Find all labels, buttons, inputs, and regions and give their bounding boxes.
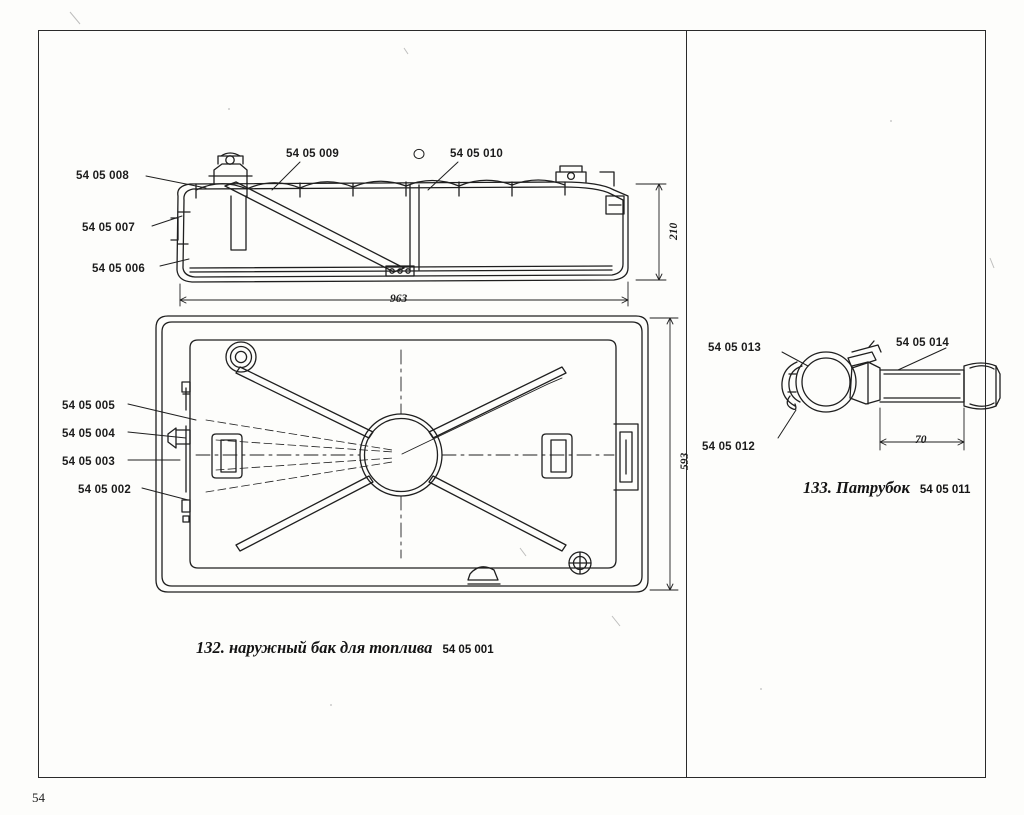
scan-speck	[228, 108, 230, 110]
figure-132-caption	[196, 638, 494, 658]
callout-leaders	[128, 162, 946, 500]
callout-54-05-010[interactable]: 54 05 010	[450, 148, 503, 160]
figure-132-caption-code: 54 05 001	[442, 644, 494, 656]
callout-54-05-002[interactable]: 54 05 002	[78, 484, 131, 496]
callout-54-05-003[interactable]: 54 05 003	[62, 456, 115, 468]
callout-54-05-006[interactable]: 54 05 006	[92, 263, 145, 275]
callout-54-05-008[interactable]: 54 05 008	[76, 170, 129, 182]
callout-54-05-005[interactable]: 54 05 005	[62, 400, 115, 412]
page-number: 54	[32, 790, 45, 805]
scan-speck	[890, 120, 892, 122]
dimension-963: 963	[390, 293, 408, 305]
figure-132-caption-text: 132. наружный бак для топлива	[196, 638, 433, 657]
tank-plan-view	[156, 316, 678, 592]
nozzle-view	[782, 341, 1000, 450]
figure-133-caption-code: 54 05 011	[919, 484, 971, 496]
tank-side-view	[171, 149, 666, 306]
scan-speck	[760, 688, 762, 690]
dimension-593: 593	[679, 452, 691, 470]
callout-54-05-013[interactable]: 54 05 013	[708, 342, 761, 354]
callout-54-05-012[interactable]: 54 05 012	[702, 441, 755, 453]
dimension-70: 70	[915, 434, 927, 446]
figure-133-caption-text: 133. Патрубок	[803, 478, 910, 497]
callout-54-05-014[interactable]: 54 05 014	[896, 337, 949, 349]
dimension-210: 210	[668, 222, 680, 240]
figure-133-caption	[803, 478, 970, 498]
callout-54-05-004[interactable]: 54 05 004	[62, 428, 115, 440]
callout-54-05-007[interactable]: 54 05 007	[82, 222, 135, 234]
callout-54-05-009[interactable]: 54 05 009	[286, 148, 339, 160]
scan-speck	[330, 704, 332, 706]
scan-artifacts	[70, 12, 994, 626]
